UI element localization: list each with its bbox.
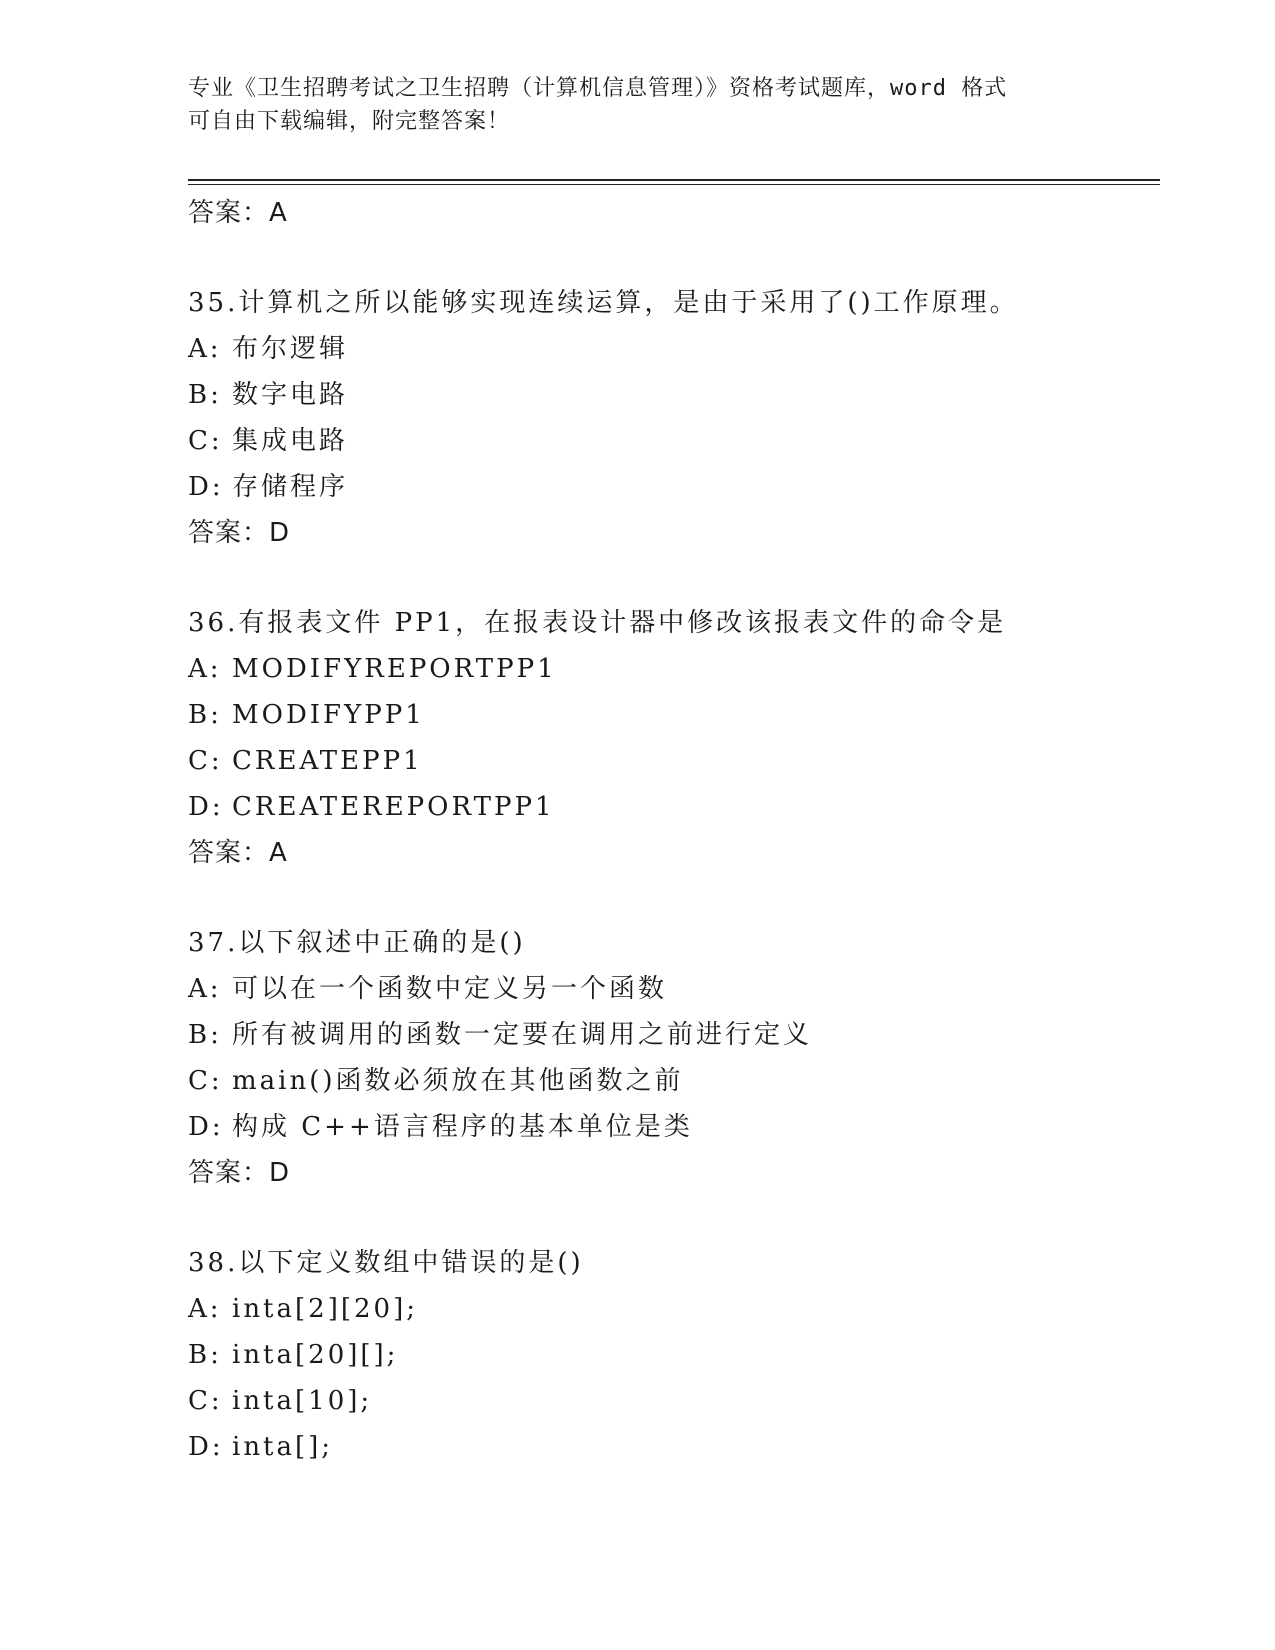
option-d [188, 1424, 1188, 1470]
option-key: D: [188, 1432, 224, 1462]
option-text: 集成电路 [232, 426, 349, 456]
option-c [188, 1378, 1188, 1424]
option-a [188, 966, 1188, 1012]
header-divider-thin [188, 184, 1160, 185]
answer-line: 答案：D [188, 1158, 291, 1188]
header-divider-thick [188, 179, 1160, 181]
option-text: 可以在一个函数中定义另一个函数 [232, 974, 668, 1004]
option-key: C: [188, 1066, 223, 1096]
option-c [188, 738, 1188, 784]
option-text: 布尔逻辑 [232, 334, 349, 364]
option-text: inta[10]; [232, 1386, 373, 1416]
document-header [188, 72, 1088, 138]
question-37 [188, 920, 1188, 1196]
option-b [188, 1332, 1188, 1378]
option-text: MODIFYREPORTPP1 [232, 654, 557, 684]
option-key: B: [188, 700, 222, 730]
question-38 [188, 1240, 1188, 1470]
question-36 [188, 600, 1188, 876]
option-key: B: [188, 1020, 222, 1050]
option-key: C: [188, 746, 223, 776]
question-stem: 38.以下定义数组中错误的是() [188, 1248, 584, 1278]
option-key: C: [188, 426, 223, 456]
option-text: CREATEPP1 [232, 746, 423, 776]
option-text: inta[]; [232, 1432, 334, 1462]
option-key: A: [188, 654, 222, 684]
option-a [188, 326, 1188, 372]
question-35 [188, 280, 1188, 556]
option-text: inta[20][]; [232, 1340, 399, 1370]
answer-line: 答案：D [188, 518, 291, 548]
option-key: D: [188, 472, 224, 502]
option-text: 数字电路 [232, 380, 349, 410]
option-key: B: [188, 1340, 222, 1370]
option-text: inta[2][20]; [232, 1294, 418, 1324]
previous-answer: 答案：A [188, 198, 288, 228]
option-text: 所有被调用的函数一定要在调用之前进行定义 [232, 1020, 813, 1050]
option-key: A: [188, 974, 222, 1004]
header-line-2: 可自由下载编辑，附完整答案！ [188, 109, 511, 134]
answer-line: 答案：A [188, 838, 288, 868]
option-b [188, 1012, 1188, 1058]
option-c [188, 1058, 1188, 1104]
option-text: 构成 C++语言程序的基本单位是类 [232, 1112, 693, 1142]
option-a [188, 1286, 1188, 1332]
question-list [188, 190, 1188, 1470]
option-text: CREATEREPORTPP1 [232, 792, 555, 822]
header-line-1: 专业《卫生招聘考试之卫生招聘（计算机信息管理）》资格考试题库，word 格式 [188, 76, 1008, 101]
option-text: 存储程序 [232, 472, 349, 502]
option-d [188, 1104, 1188, 1150]
option-b [188, 372, 1188, 418]
option-text: MODIFYPP1 [232, 700, 425, 730]
option-key: A: [188, 334, 222, 364]
option-c [188, 418, 1188, 464]
question-stem: 37.以下叙述中正确的是() [188, 928, 526, 958]
option-key: B: [188, 380, 222, 410]
option-key: D: [188, 1112, 224, 1142]
option-text: main()函数必须放在其他函数之前 [232, 1066, 684, 1096]
option-d [188, 464, 1188, 510]
option-key: A: [188, 1294, 222, 1324]
question-stem: 36.有报表文件 PP1，在报表设计器中修改该报表文件的命令是 [188, 608, 1007, 638]
option-a [188, 646, 1188, 692]
option-d [188, 784, 1188, 830]
question-stem: 35.计算机之所以能够实现连续运算，是由于采用了()工作原理。 [188, 288, 1019, 318]
option-key: C: [188, 1386, 223, 1416]
option-key: D: [188, 792, 224, 822]
option-b [188, 692, 1188, 738]
